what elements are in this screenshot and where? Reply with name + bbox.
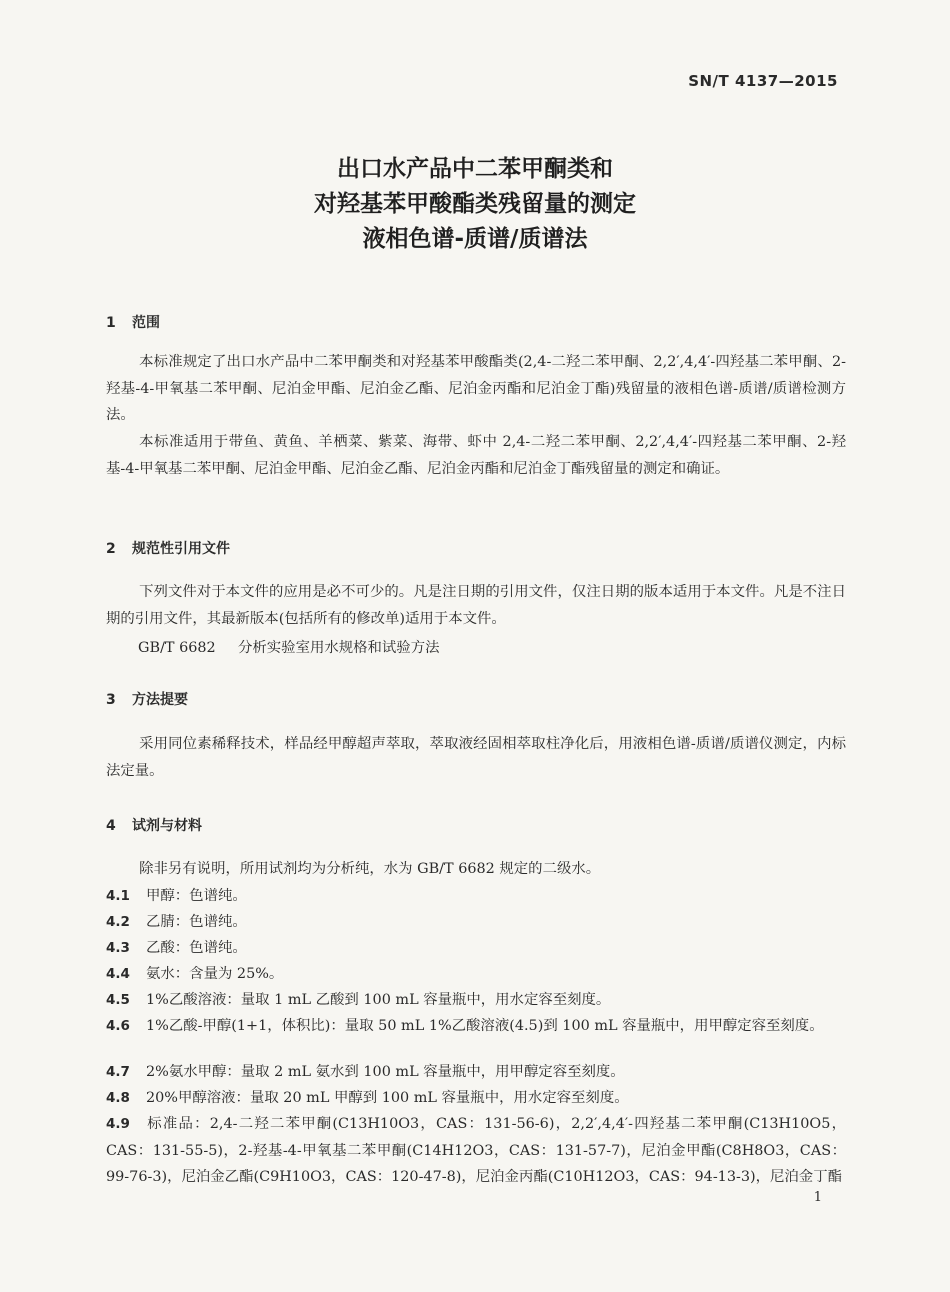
section-number: 3 — [106, 692, 116, 708]
section-3-paragraph-1: 采用同位素稀释技术，样品经甲醇超声萃取，萃取液经固相萃取柱净化后，用液相色谱-质谱/质谱仪测定，内标法定量。 — [106, 736, 846, 779]
section-1-paragraph-1: 本标准规定了出口水产品中二苯甲酮类和对羟基苯甲酸酯类(2,4-二羟二苯甲酮、2,2′,4,4′-四羟基二苯甲酮、2-羟基-4-甲氧基二苯甲酮、尼泊金甲酯、尼泊金乙酯、尼泊金丙酯和尼泊金丁酯)残留量的液相色谱-质谱/质谱检测方法。 — [106, 354, 846, 423]
list-item: 4.1 甲醇：色谱纯。 — [106, 888, 247, 904]
document-title — [0, 152, 950, 257]
list-item: 4.2 乙腈：色谱纯。 — [106, 914, 247, 930]
list-item: 4.9 标准品：2,4-二羟二苯甲酮(C13H10O3，CAS：131-56-6)，2,2′,4,4′-四羟基二苯甲酮(C13H10O5，CAS：131-55-5)，2-羟基-4-甲氧基二苯甲酮(C14H12O3，CAS：131-57-7)，尼泊金甲酯(C8H8O3，CAS：99-76-3)，尼泊金乙酯(C9H10O3，CAS：120-47-8)，尼泊金丙酯(C10H12O3，CAS：94-13-3)，尼泊金丁酯 — [106, 1116, 846, 1185]
section-3-heading — [106, 689, 188, 709]
list-item: 4.5 1%乙酸溶液：量取 1 mL 乙酸到 100 mL 容量瓶中，用水定容至刻度。 — [106, 992, 611, 1008]
list-item: 4.7 2%氨水甲醇：量取 2 mL 氨水到 100 mL 容量瓶中，用甲醇定容至刻度。 — [106, 1064, 625, 1080]
section-title: 方法提要 — [132, 692, 188, 708]
section-1-heading — [106, 312, 160, 332]
title-line-2: 对羟基苯甲酸酯类残留量的测定 — [314, 191, 636, 217]
section-title: 范围 — [132, 315, 160, 331]
reference-title: 分析实验室用水规格和试验方法 — [238, 640, 440, 656]
section-number: 4 — [106, 818, 116, 834]
normative-reference — [138, 636, 439, 657]
reference-code: GB/T 6682 — [138, 640, 216, 656]
section-1-paragraph-2: 本标准适用于带鱼、黄鱼、羊栖菜、紫菜、海带、虾中 2,4-二羟二苯甲酮、2,2′,4,4′-四羟基二苯甲酮、2-羟基-4-甲氧基二苯甲酮、尼泊金甲酯、尼泊金乙酯、尼泊金丙酯和尼泊金丁酯残留量的测定和确证。 — [106, 434, 846, 477]
section-4-intro: 除非另有说明，所用试剂均为分析纯，水为 GB/T 6682 规定的二级水。 — [139, 861, 601, 877]
standard-code: SN/T 4137—2015 — [688, 72, 838, 90]
section-4-heading — [106, 815, 202, 835]
section-2-heading — [106, 538, 230, 558]
section-number: 1 — [106, 315, 116, 331]
title-line-1: 出口水产品中二苯甲酮类和 — [337, 156, 613, 182]
page-number: 1 — [813, 1190, 822, 1205]
section-title: 规范性引用文件 — [132, 541, 230, 557]
list-item: 4.4 氨水：含量为 25%。 — [106, 966, 284, 982]
section-title: 试剂与材料 — [132, 818, 202, 834]
list-item: 4.6 1%乙酸-甲醇(1+1，体积比)：量取 50 mL 1%乙酸溶液(4.5)到 100 mL 容量瓶中，用甲醇定容至刻度。 — [106, 1018, 824, 1034]
list-item: 4.8 20%甲醇溶液：量取 20 mL 甲醇到 100 mL 容量瓶中，用水定容至刻度。 — [106, 1090, 629, 1106]
list-item: 4.3 乙酸：色谱纯。 — [106, 940, 247, 956]
section-number: 2 — [106, 541, 116, 557]
section-2-paragraph-1: 下列文件对于本文件的应用是必不可少的。凡是注日期的引用文件，仅注日期的版本适用于本文件。凡是不注日期的引用文件，其最新版本(包括所有的修改单)适用于本文件。 — [106, 584, 846, 627]
title-line-3: 液相色谱-质谱/质谱法 — [362, 226, 588, 252]
